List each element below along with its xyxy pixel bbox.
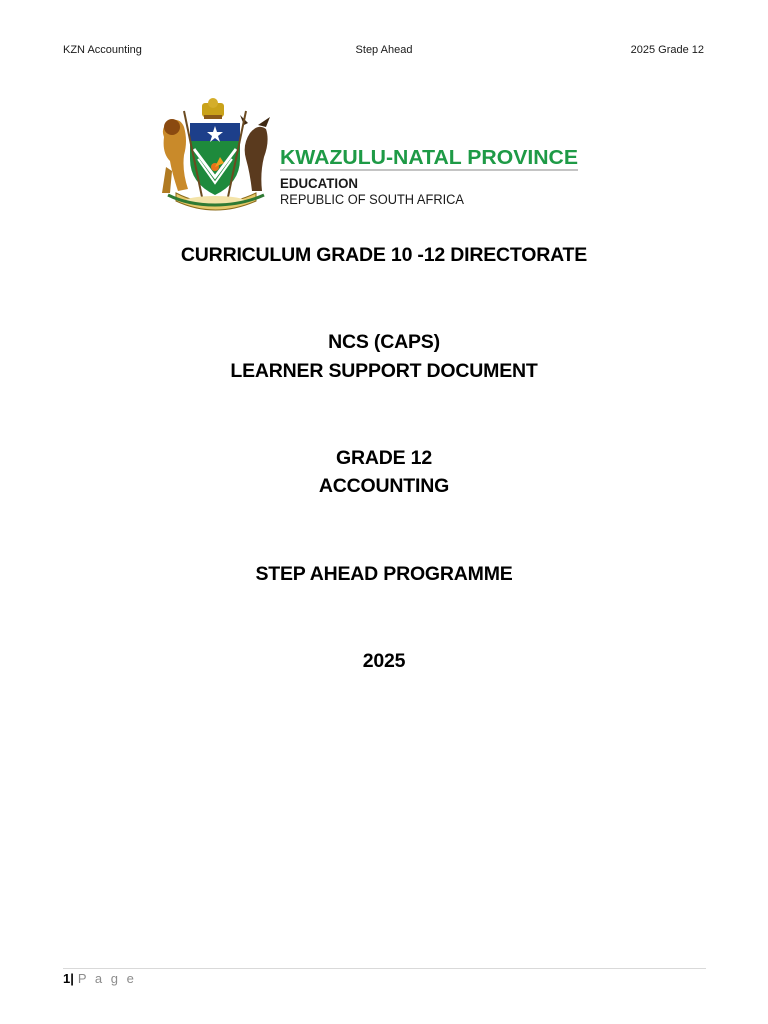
- header-right: 2025 Grade 12: [630, 44, 704, 56]
- document-type-heading: LEARNER SUPPORT DOCUMENT: [230, 360, 538, 382]
- page-footer: [63, 971, 136, 987]
- page-number: 1: [63, 971, 71, 986]
- page-separator: |: [70, 971, 74, 986]
- year-heading: 2025: [362, 650, 406, 672]
- grade-heading: GRADE 12: [336, 447, 432, 469]
- programme-heading: STEP AHEAD PROGRAMME: [255, 563, 513, 585]
- coat-of-arms-icon: [162, 98, 270, 210]
- ncs-heading: NCS (CAPS): [328, 331, 440, 353]
- page-label: P a g e: [77, 971, 137, 986]
- footer-divider: [63, 968, 706, 969]
- province-name: KWAZULU-NATAL PROVINCE: [280, 146, 578, 169]
- subject-heading: ACCOUNTING: [318, 475, 450, 497]
- country-name: REPUBLIC OF SOUTH AFRICA: [280, 192, 464, 207]
- header-center: Step Ahead: [355, 44, 413, 56]
- kzn-education-logo: [158, 97, 580, 219]
- header-left: KZN Accounting: [63, 44, 142, 56]
- directorate-heading: CURRICULUM GRADE 10 -12 DIRECTORATE: [180, 244, 588, 266]
- department-name: EDUCATION: [280, 175, 358, 191]
